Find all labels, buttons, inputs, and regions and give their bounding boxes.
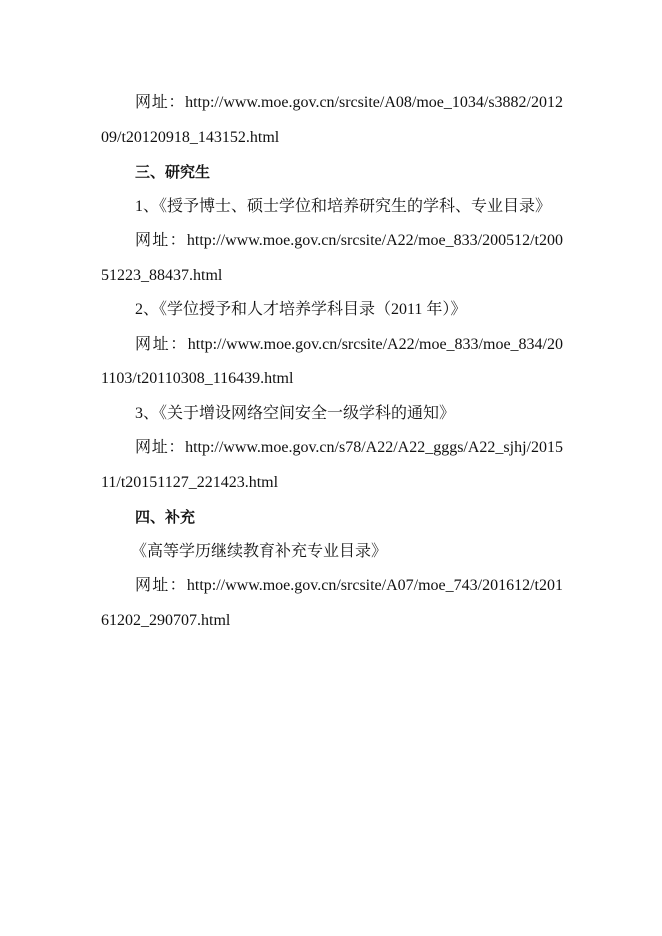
supplement-url: 网址：http://www.moe.gov.cn/srcsite/A07/moe_743/201612/t20161202_290707.html [101, 577, 563, 629]
item-title-2: 2、《学位授予和人才培养学科目录（2011 年）》 [135, 301, 467, 318]
supplement-title: 《高等学历继续教育补充专业目录》 [131, 542, 388, 560]
item-url-1: 网址：http://www.moe.gov.cn/srcsite/A22/moe_833/200512/t20051223_88437.html [101, 232, 563, 284]
section-heading-supplement: 四、补充 [135, 508, 196, 526]
item-title-3: 3、《关于增设网络空间安全一级学科的通知》 [135, 404, 456, 422]
item-url-3: 网址：http://www.moe.gov.cn/s78/A22/A22_gggs/A22_sjhj/201511/t20151127_221423.html [101, 439, 563, 491]
item-title-1: 1、《授予博士、硕士学位和培养研究生的学科、专业目录》 [135, 197, 552, 215]
section-heading-graduate: 三、研究生 [135, 163, 211, 181]
url-line-section2-last: 网址：http://www.moe.gov.cn/srcsite/A08/moe_1034/s3882/201209/t20120918_143152.html [101, 94, 563, 146]
item-url-2: 网址：http://www.moe.gov.cn/srcsite/A22/moe_833/moe_834/201103/t20110308_116439.html [101, 335, 563, 387]
document-body [101, 86, 563, 638]
